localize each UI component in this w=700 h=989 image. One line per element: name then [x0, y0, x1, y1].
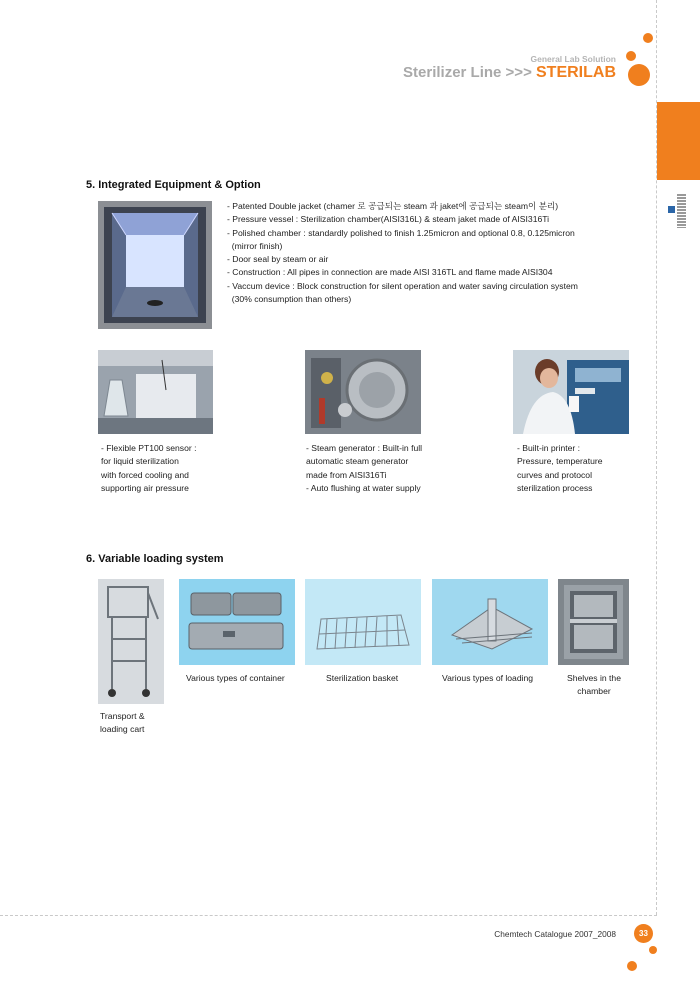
container-photo: [179, 579, 295, 665]
orange-dot-footer: [627, 961, 637, 971]
loading-cart-photo: [98, 579, 164, 704]
option-caption-steam-generator: - Steam generator : Built-in full automatic steam generator made from AISI316Ti - Auto flushing at water supply: [306, 443, 423, 493]
orange-dot-footer-small: [649, 946, 657, 954]
loading-caption-basket: Sterilization basket: [326, 673, 399, 683]
builtin-printer-photo: [513, 350, 629, 434]
feature-item: - Polished chamber : standardly polished to finish 1.25micron and optional 0.8, 0.125micron: [227, 227, 575, 238]
header-title: [403, 64, 616, 82]
chamber-photo: [98, 201, 212, 329]
section-6-title: 6. Variable loading system: [86, 553, 224, 565]
loading-caption-container: Various types of container: [186, 673, 285, 683]
option-caption-printer: - Built-in printer : Pressure, temperature curves and protocol sterilization process: [517, 443, 603, 493]
header-line: Sterilizer Line >>>: [403, 64, 532, 81]
header-brand: STERILAB: [536, 64, 616, 81]
feature-item: (mirror finish): [227, 240, 283, 251]
orange-side-tab: [657, 102, 700, 180]
pt100-sensor-photo: [98, 350, 213, 434]
orange-dot-small: [626, 51, 636, 61]
catalogue-label: Chemtech Catalogue 2007_2008: [494, 929, 616, 939]
feature-list: [227, 200, 647, 306]
orange-dot-large: [628, 64, 650, 86]
feature-item: (30% consumption than others): [227, 294, 352, 305]
header-subtitle: General Lab Solution: [530, 54, 616, 64]
chamber-shelves-photo: [558, 579, 629, 665]
feature-item: - Vaccum device : Block construction for silent operation and water saving circulation system: [227, 280, 578, 291]
feature-item: - Patented Double jacket (chamer 로 공급되는 steam 과 jaket에 공급되는 steam이 분리): [227, 201, 559, 211]
loading-caption-shelves: Shelves in the chamber: [567, 673, 621, 697]
feature-item: - Pressure vessel : Sterilization chamber(AISI316L) & steam jaket made of AISI316Ti: [227, 214, 550, 225]
feature-item: - Door seal by steam or air: [227, 254, 329, 265]
loading-caption-cart: Transport & loading cart: [100, 711, 145, 735]
orange-dot-top: [643, 33, 653, 43]
mmm-logo: [668, 192, 686, 234]
loading-caption-loading: Various types of loading: [442, 673, 534, 683]
option-caption-pt100: - Flexible PT100 sensor : for liquid sterilization with forced cooling and supporting air pressure: [101, 443, 197, 493]
basket-photo: [305, 579, 421, 665]
page-number: 33: [634, 924, 653, 943]
steam-generator-photo: [305, 350, 421, 434]
horizontal-dashed-guide: [0, 915, 657, 916]
loading-types-photo: [432, 579, 548, 665]
feature-item: - Construction : All pipes in connection are made AISI 316TL and flame made AISI304: [227, 267, 553, 278]
section-5-title: 5. Integrated Equipment & Option: [86, 179, 261, 191]
